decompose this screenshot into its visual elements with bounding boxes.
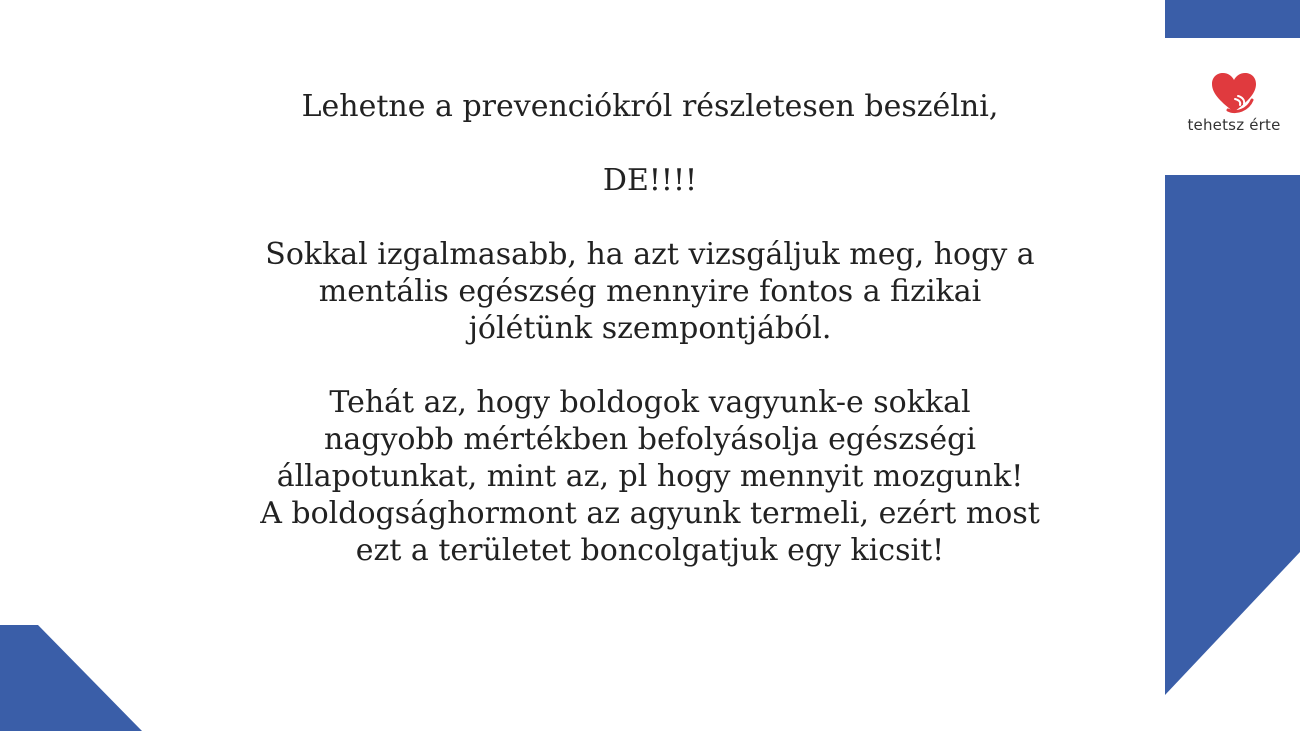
paragraph-3-line-4: A boldogsághormont az agyunk termeli, ezért most — [260, 496, 1040, 531]
paragraph-2-line-1: Sokkal izgalmasabb, ha azt vizsgáljuk meg, hogy a — [265, 237, 1035, 272]
emphasis-line: DE!!!! — [602, 163, 698, 198]
decorative-top-bar — [1165, 0, 1300, 38]
slide-body — [200, 88, 1100, 569]
decorative-corner-triangle — [0, 625, 142, 731]
paragraph-2-line-2: mentális egészség mennyire fontos a fizikai — [318, 274, 982, 309]
heart-icon — [1208, 70, 1260, 116]
paragraph-2-line-3: jólétünk szempontjából. — [468, 311, 832, 346]
paragraph-3-line-3: állapotunkat, mint az, pl hogy mennyit mozgunk! — [276, 459, 1024, 494]
paragraph-3-line-2: nagyobb mértékben befolyásolja egészségi — [324, 422, 976, 457]
brand-logo — [1172, 70, 1296, 142]
paragraph-3-line-5: ezt a területet boncolgatjuk egy kicsit! — [355, 533, 945, 568]
decorative-side-bar — [1165, 175, 1300, 695]
intro-line: Lehetne a prevenciókról részletesen beszélni, — [301, 89, 999, 124]
paragraph-3-line-1: Tehát az, hogy boldogok vagyunk-e sokkal — [329, 385, 971, 420]
brand-name: tehetsz érte — [1187, 116, 1281, 134]
